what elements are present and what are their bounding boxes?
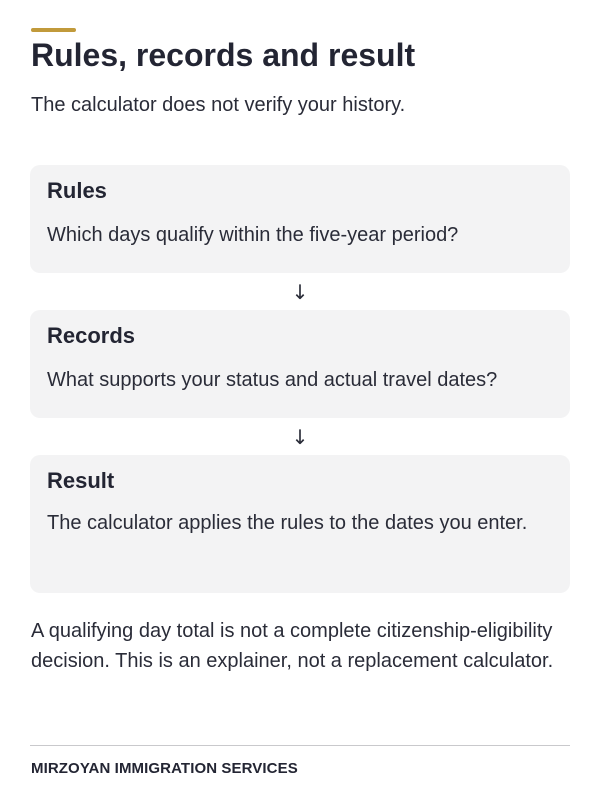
step-title: Rules [47,178,107,203]
page-title: Rules, records and result [31,37,416,73]
down-arrow-icon: ↓ [291,425,309,449]
step-card-rules [30,165,570,273]
page-subtitle: The calculator does not verify your history. [31,94,406,116]
step-card-result [30,455,570,593]
footer-divider [30,745,570,746]
step-title: Records [47,323,136,348]
footer-brand: MIRZOYAN IMMIGRATION SERVICES [31,760,298,777]
accent-bar [31,28,76,32]
step-card-records [30,310,570,418]
down-arrow-icon: ↓ [291,280,309,304]
step-text: Which days qualify within the five-year period? [47,224,459,246]
step-text: The calculator applies the rules to the dates you enter. [47,512,528,534]
step-title: Result [47,468,115,493]
step-text: What supports your status and actual travel dates? [47,369,498,391]
disclaimer-text: A qualifying day total is not a complete citizenship-eligibility decision. This is an explainer, not a replacement calculator. [31,620,554,672]
